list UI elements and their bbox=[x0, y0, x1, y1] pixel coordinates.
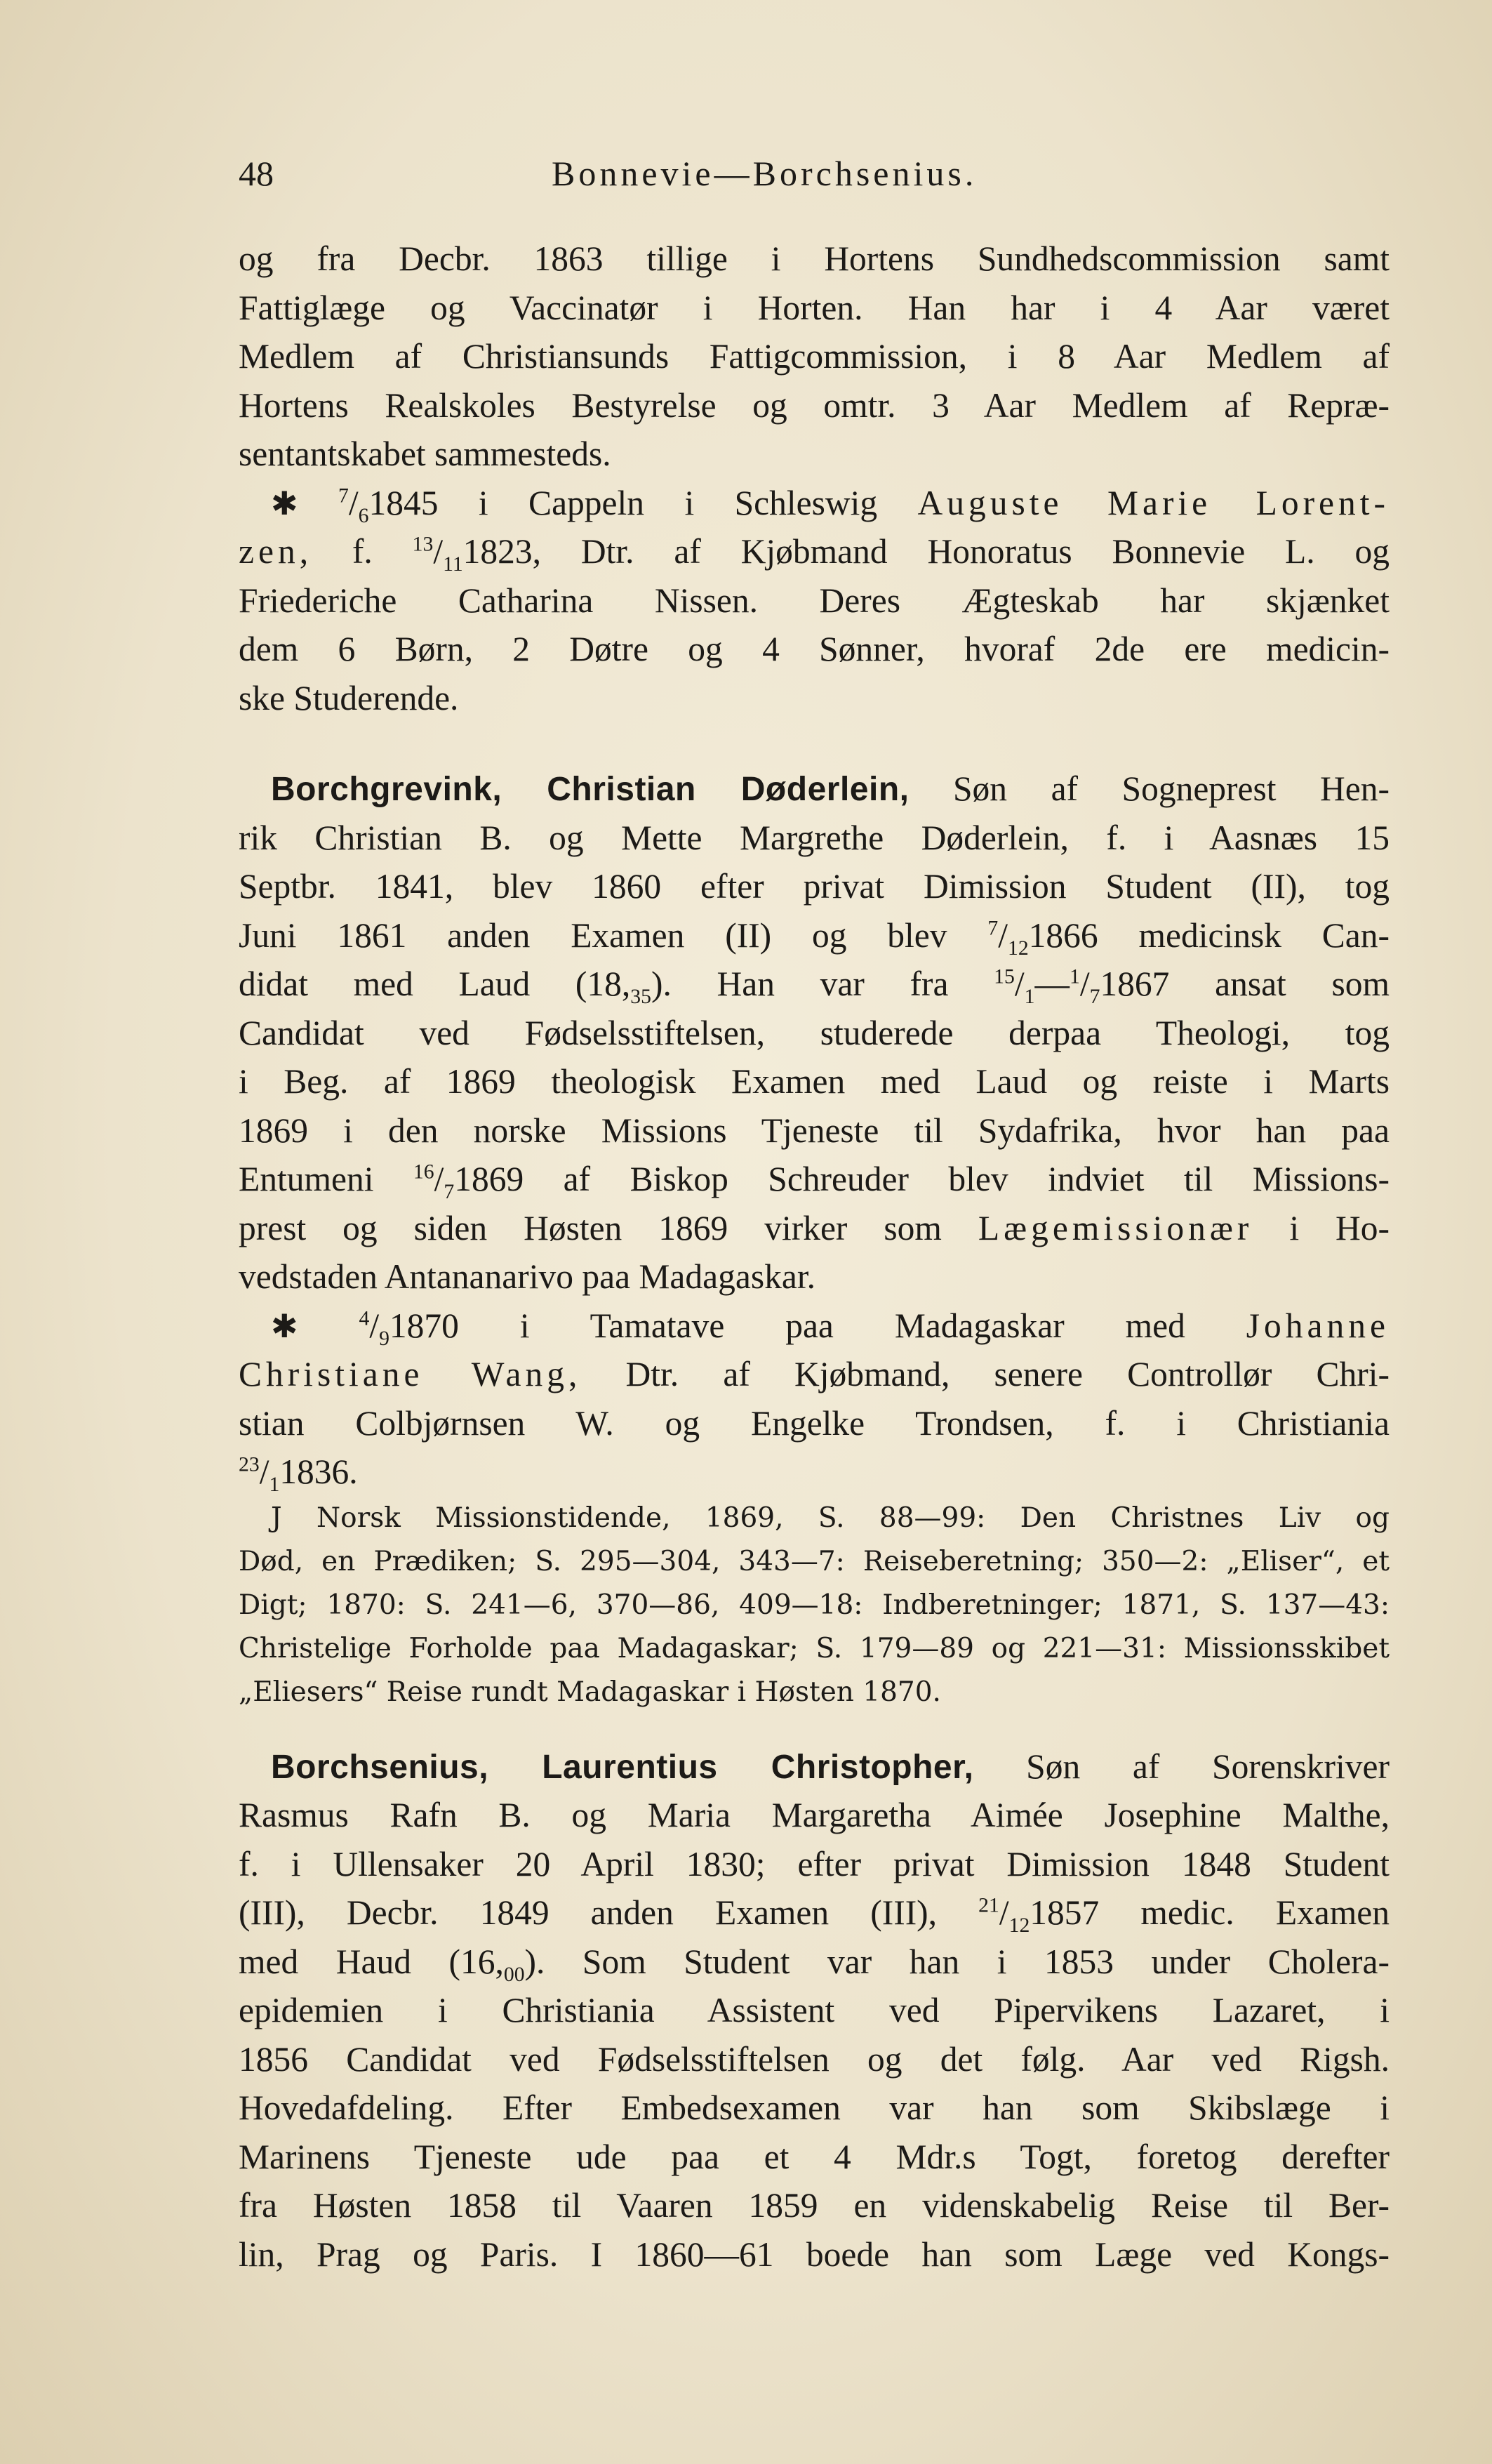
text-line: Septbr. 1841, blev 1860 efter privat Dimission Student (II), tog bbox=[239, 867, 1390, 906]
page-body bbox=[239, 234, 1390, 2279]
text-line: med Haud $(16,_{00})$. Som Student var han i 1853 under Cholera- bbox=[239, 1942, 1390, 1986]
date-fraction: $^7/_6$ bbox=[338, 483, 369, 527]
text-line: fra Høsten 1858 til Vaaren 1859 en videnskabelig Reise til Ber- bbox=[239, 2186, 1390, 2225]
marriage-star-icon: ✱ bbox=[271, 485, 298, 522]
grade-subscript: 00 bbox=[503, 1963, 525, 1986]
running-head bbox=[239, 149, 1390, 198]
text-line: vedstaden Antananarivo paa Madagaskar. bbox=[239, 1257, 815, 1296]
text-line: Marinens Tjeneste ude paa et 4 Mdr.s Togt, foretog derefter bbox=[239, 2137, 1390, 2176]
spaced-word: Lægemissionær bbox=[978, 1208, 1253, 1247]
entry-borchsenius bbox=[239, 1742, 1390, 2279]
text-line: Rasmus Rafn B. og Maria Margaretha Aimée Josephine Malthe, bbox=[239, 1796, 1390, 1834]
text-line: stian Colbjørnsen W. og Engelke Trondsen, f. i Christiania bbox=[239, 1403, 1390, 1443]
text-line: $^{23}/_11836$. bbox=[239, 1452, 358, 1496]
text-line: Hortens Realskoles Bestyrelse og omtr. 3 Aar Medlem af Repræ- bbox=[239, 385, 1390, 425]
text-line: 1869 i den norske Missions Tjeneste til Sydafrika, hvor han paa bbox=[239, 1111, 1390, 1150]
text-line: epidemien i Christiania Assistent ved Pipervikens Lazaret, i bbox=[239, 1991, 1390, 2029]
bibliography-line: Digt; 1870: S. 241—6, 370—86, 409—18: Indberetninger; 1871, S. 137—43: bbox=[239, 1589, 1390, 1621]
date-fraction: $^{23}/_1$ bbox=[239, 1452, 280, 1496]
text-line: dem 6 Børn, 2 Døtre og 4 Sønner, hvoraf 2de ere medicin- bbox=[239, 630, 1390, 668]
text-line: Friederiche Catharina Nissen. Deres Ægteskab har skjænket bbox=[239, 581, 1390, 620]
text-line: rik Christian B. og Mette Margrethe Døderlein, f. i Aasnæs 15 bbox=[239, 818, 1390, 857]
entry-name: Borchsenius, Laurentius Christopher, bbox=[271, 1748, 974, 1786]
spouse-name: Christiane Wang, bbox=[239, 1355, 582, 1393]
bibliography-line: Død, en Prædiken; S. 295—304, 343—7: Reiseberetning; 350—2: „Eliser“, et bbox=[239, 1545, 1390, 1577]
date-fraction: $^{16}/_7$ bbox=[413, 1160, 455, 1203]
bibliography-line: Christelige Forholde paa Madagaskar; S. 179—89 og 221—31: Missionsskibet bbox=[239, 1632, 1390, 1664]
entry-gap bbox=[239, 722, 1390, 764]
marriage-line: Christiane Wang, Dtr. af Kjøbmand, senere Controllør Chri- bbox=[239, 1355, 1390, 1393]
text-line: i Beg. af 1869 theologisk Examen med Laud og reiste i Marts bbox=[239, 1062, 1390, 1101]
text-line: f. i Ullensaker 20 April 1830; efter privat Dimission 1848 Student bbox=[239, 1844, 1390, 1883]
spouse-name: Auguste Marie Lorent- bbox=[917, 483, 1390, 522]
marriage-line: ✱ $^4/_91870$ i Tamatave paa Madagaskar med Johanne bbox=[271, 1306, 1390, 1350]
marriage-line: ✱ $^7/_61845$ i Cappeln i Schleswig Auguste Marie Lorent- bbox=[271, 483, 1390, 527]
text-line: didat med Laud $(18,_{35})$. Han var fra $^{15}/_1—^1/_71867$ ansat som bbox=[239, 965, 1390, 1008]
bibliography-line: J Norsk Missionstidende, 1869, S. 88—99: Den Christnes Liv og bbox=[271, 1502, 1390, 1534]
text-line: Medlem af Christiansunds Fattigcommission, i 8 Aar Medlem af bbox=[239, 337, 1390, 376]
text-line: Fattiglæge og Vaccinatør i Horten. Han har i 4 Aar været bbox=[239, 288, 1390, 327]
entry-bonnevie-continuation bbox=[239, 234, 1390, 722]
text-line: Candidat ved Fødselsstiftelsen, studerede derpaa Theologi, tog bbox=[239, 1013, 1390, 1052]
date-fraction: $^7/_{12}$ bbox=[987, 915, 1029, 960]
text-line: Juni 1861 anden Examen (II) og blev $^7/_{12}1866$ medicinsk Can- bbox=[239, 915, 1390, 960]
date-fraction: $^{15}/_1—^1/_7$ bbox=[994, 965, 1100, 1008]
text-line: og fra Decbr. 1863 tillige i Hortens Sundhedscommission samt bbox=[239, 239, 1390, 278]
text-line: ske Studerende. bbox=[239, 678, 459, 717]
date-fraction: $^{21}/_{12}$ bbox=[978, 1893, 1030, 1937]
running-title: Bonnevie—Borchsenius. bbox=[552, 154, 978, 193]
marriage-star-icon: ✱ bbox=[271, 1308, 298, 1344]
entry-borchgrevink bbox=[239, 764, 1390, 1714]
date-fraction: $^{13}/_{11}$ bbox=[412, 532, 463, 576]
entry-gap bbox=[239, 1714, 1390, 1742]
text-line: sentantskabet sammesteds. bbox=[239, 435, 611, 473]
spouse-name: zen, bbox=[239, 532, 313, 571]
entry-heading-line: Borchgrevink, Christian Døderlein, Søn af Sogneprest Hen- bbox=[271, 769, 1390, 808]
entry-name: Borchgrevink, Christian Døderlein, bbox=[271, 771, 910, 808]
text-line: Hovedafdeling. Efter Embedsexamen var han som Skibslæge i bbox=[239, 2088, 1390, 2127]
text-line: (III), Decbr. 1849 anden Examen (III), $^{21}/_{12}1857$ medic. Examen bbox=[239, 1893, 1390, 1937]
bibliography bbox=[239, 1497, 1390, 1714]
page-number: 48 bbox=[239, 154, 274, 193]
entry-heading-line: Borchsenius, Laurentius Christopher, Søn af Sorenskriver bbox=[271, 1747, 1390, 1786]
text-line: prest og siden Høsten 1869 virker som Lægemissionær i Ho- bbox=[239, 1208, 1390, 1247]
bibliography-line: „Eliesers“ Reise rundt Madagaskar i Høsten 1870. bbox=[239, 1676, 941, 1708]
text-line: 1856 Candidat ved Fødselsstiftelsen og det følg. Aar ved Rigsh. bbox=[239, 2039, 1390, 2079]
marriage-line: zen, f. $^{13}/_{11}1823$, Dtr. af Kjøbmand Honoratus Bonnevie L. og bbox=[239, 532, 1390, 576]
grade-subscript: 35 bbox=[630, 985, 651, 1008]
text-line: lin, Prag og Paris. I 1860—61 boede han som Læge ved Kongs- bbox=[239, 2234, 1390, 2274]
date-fraction: $^4/_9$ bbox=[359, 1306, 389, 1350]
spouse-name: Johanne bbox=[1246, 1306, 1390, 1345]
text-line: Entumeni $^{16}/_71869$ af Biskop Schreuder blev indviet til Missions- bbox=[239, 1160, 1390, 1203]
